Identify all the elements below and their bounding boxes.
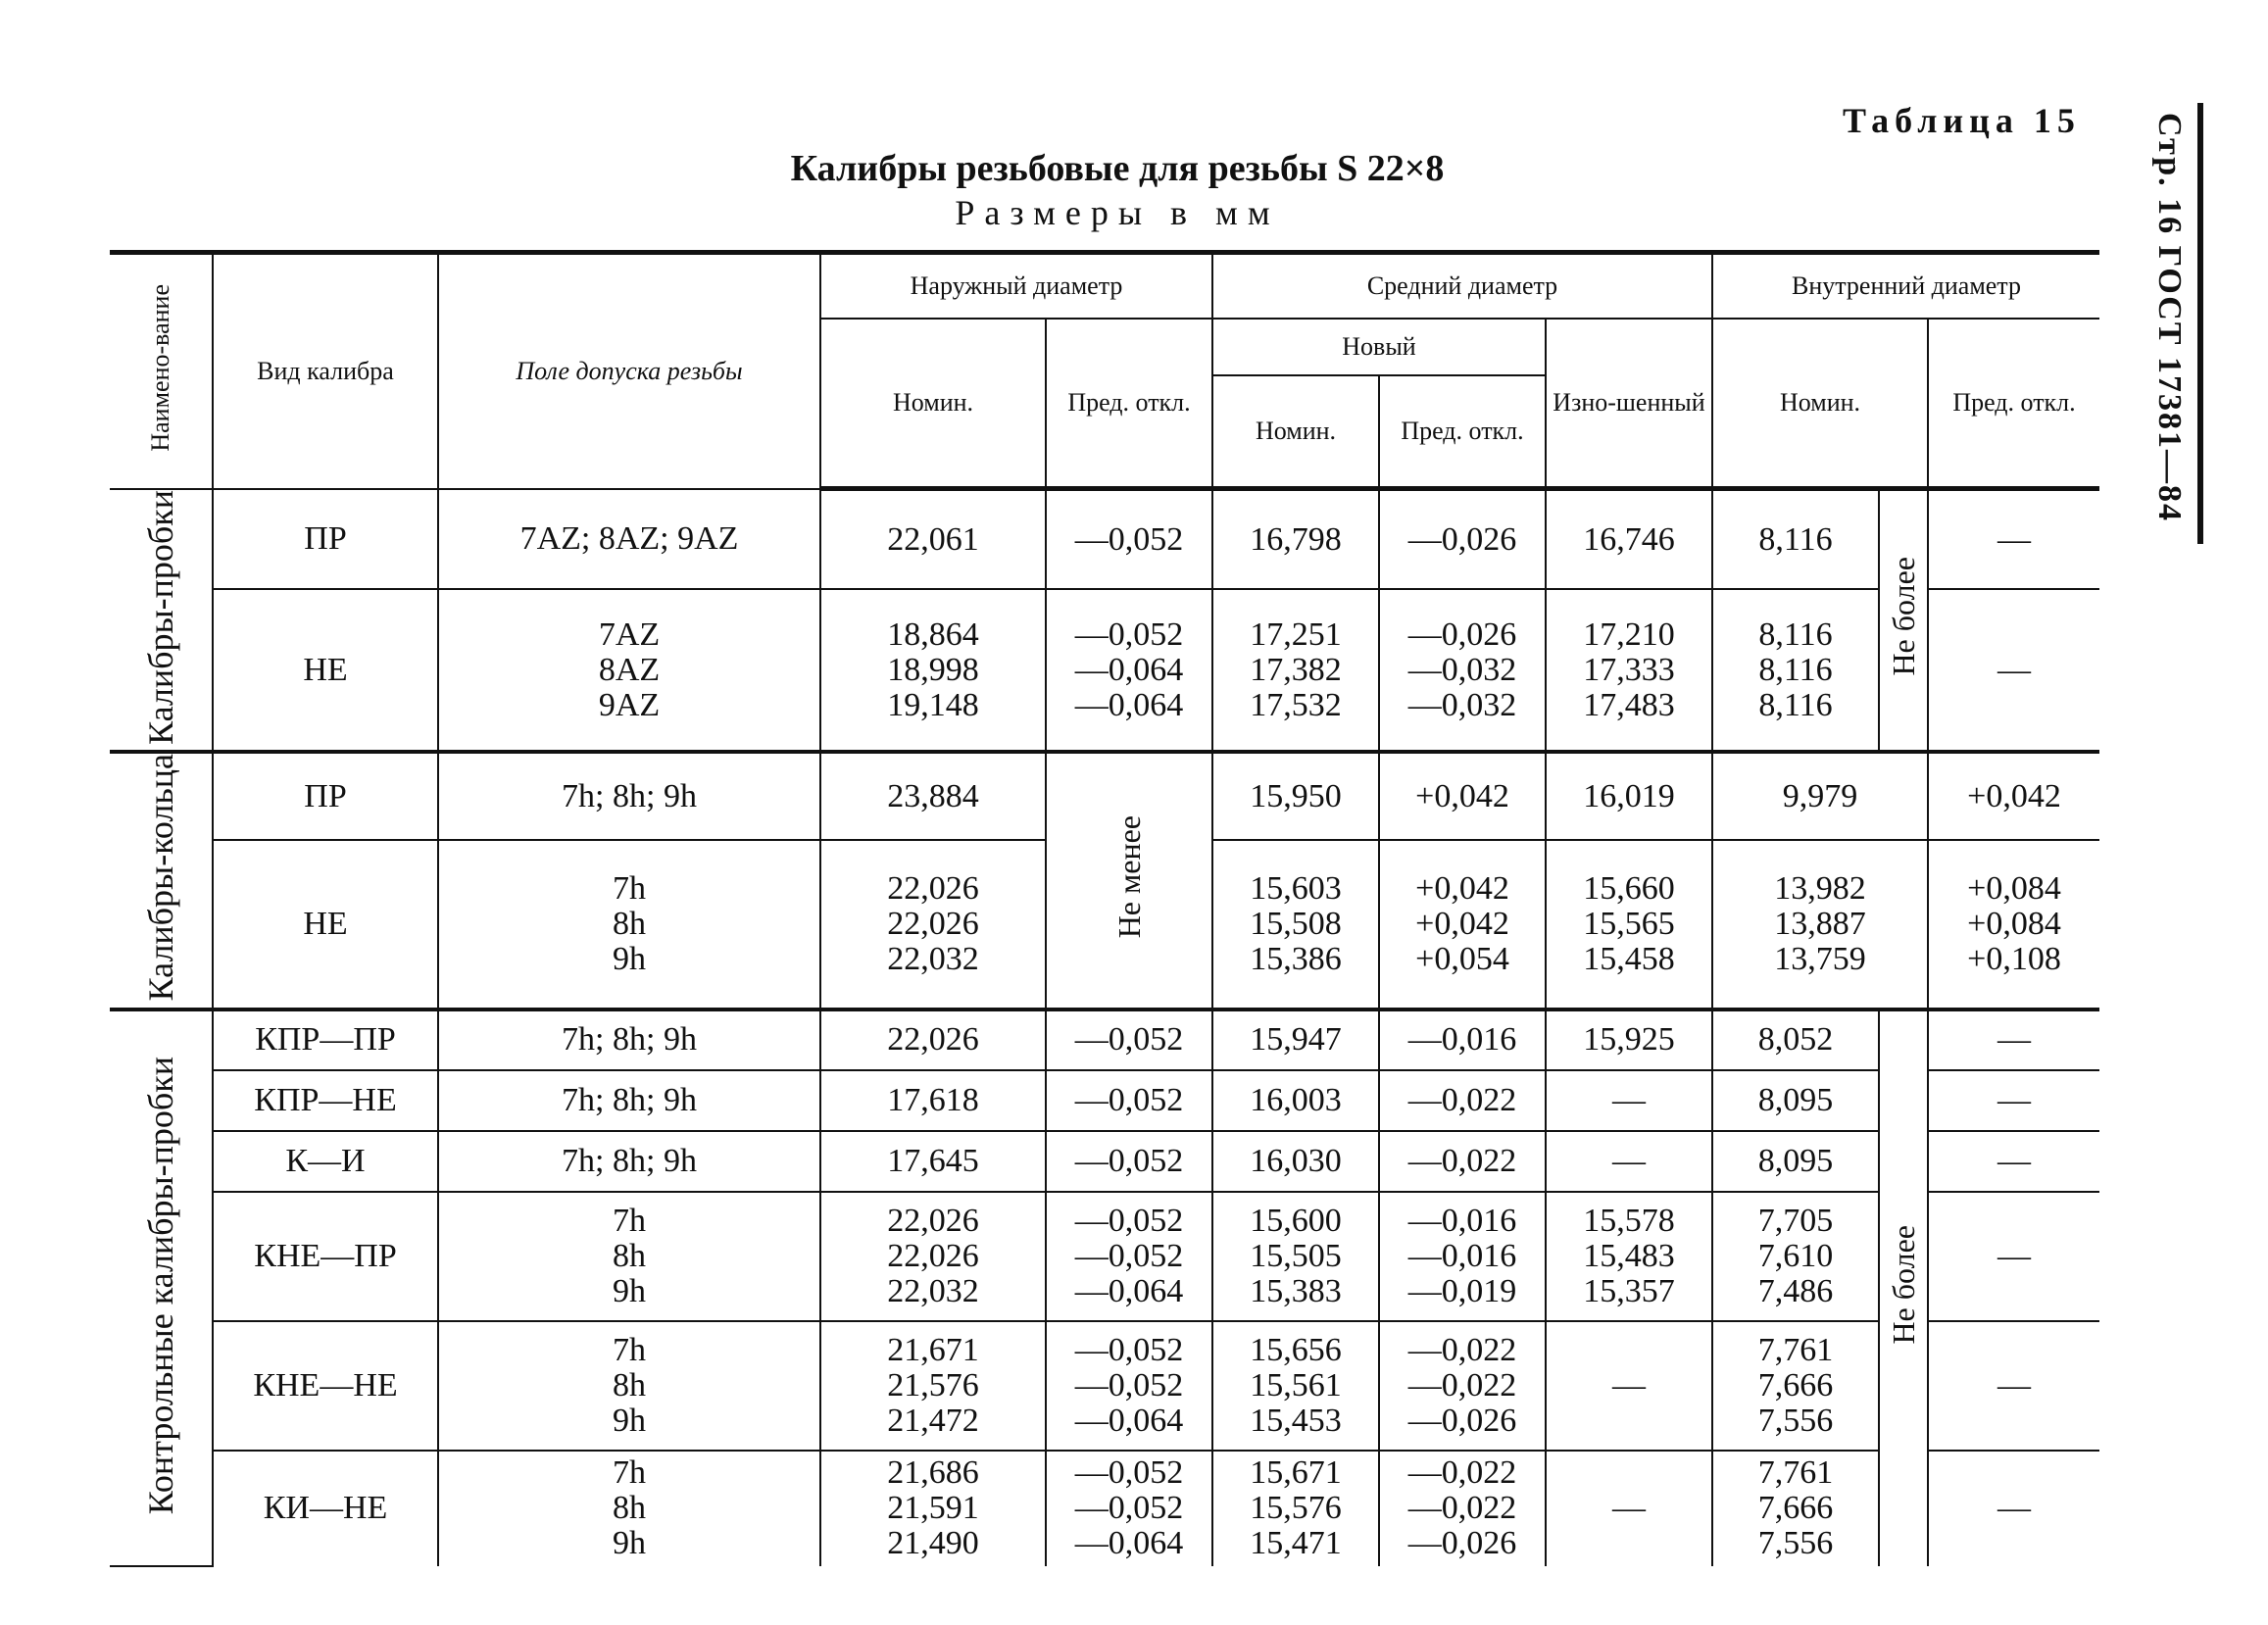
outer-nom-cell: 22,026 22,026 22,032	[820, 840, 1046, 1009]
gauge-kind: ПР	[213, 489, 438, 590]
inner-dev-cell: —	[1928, 1009, 2099, 1070]
gauge-kind: НЕ	[213, 589, 438, 752]
tolerance-cell: 7h 8h 9h	[438, 1451, 820, 1566]
inner-dev-cell: —	[1928, 1192, 2099, 1321]
col-middle-header: Средний диаметр	[1212, 253, 1712, 320]
table-row	[110, 589, 2099, 752]
middle-nom-header: Номин.	[1212, 375, 1379, 489]
gauge-kind: КПР—ПР	[213, 1009, 438, 1070]
table-row	[110, 1131, 2099, 1192]
gauge-kind: НЕ	[213, 840, 438, 1009]
outer-dev-cell: —0,052	[1046, 1009, 1212, 1070]
table-row	[110, 752, 2099, 840]
mid-nom-cell: 15,671 15,576 15,471	[1212, 1451, 1379, 1566]
mid-dev-cell: —0,022	[1379, 1131, 1546, 1192]
inner-dev-cell: —	[1928, 1451, 2099, 1566]
col-tolerance-header: Поле допуска резьбы	[438, 253, 820, 489]
tolerance-cell: 7h 8h 9h	[438, 1192, 820, 1321]
tolerance-cell: 7h 8h 9h	[438, 1321, 820, 1451]
table-header	[110, 253, 2099, 489]
note-not-more: Не более	[1879, 1009, 1928, 1566]
mid-dev-cell: —0,016 —0,016 —0,019	[1379, 1192, 1546, 1321]
inner-nom-cell: 8,052	[1712, 1009, 1879, 1070]
inner-dev-cell: —	[1928, 1070, 2099, 1131]
outer-dev-cell: —0,052	[1046, 1131, 1212, 1192]
inner-dev-cell: —	[1928, 1321, 2099, 1451]
page-side-header	[2146, 103, 2203, 544]
group-name: Калибры-пробки	[110, 489, 213, 753]
mid-dev-cell: —0,022 —0,022 —0,026	[1379, 1451, 1546, 1566]
gauge-kind: КНЕ—ПР	[213, 1192, 438, 1321]
outer-dev-cell: —0,052 —0,052 —0,064	[1046, 1192, 1212, 1321]
outer-nom-cell: 17,618	[820, 1070, 1046, 1131]
group-name: Контрольные калибры-пробки	[110, 1009, 213, 1566]
page-side-header-text: Стр. 16 ГОСТ 17381—84	[2151, 113, 2188, 523]
inner-nom-cell: 7,761 7,666 7,556	[1712, 1321, 1879, 1451]
inner-dev-cell: —	[1928, 1131, 2099, 1192]
mid-dev-cell: —0,022 —0,022 —0,026	[1379, 1321, 1546, 1451]
inner-nom-cell: 8,116	[1712, 489, 1879, 590]
mid-dev-cell: —0,022	[1379, 1070, 1546, 1131]
worn-cell: 16,019	[1546, 752, 1712, 840]
gauge-kind: ПР	[213, 752, 438, 840]
inner-nom-cell: 8,095	[1712, 1131, 1879, 1192]
table-row	[110, 1009, 2099, 1070]
inner-nom-header: Номин.	[1712, 319, 1928, 489]
table-row	[110, 1321, 2099, 1451]
table-body	[110, 489, 2099, 1566]
inner-nom-cell: 7,761 7,666 7,556	[1712, 1451, 1879, 1566]
tolerance-cell: 7h; 8h; 9h	[438, 1070, 820, 1131]
mid-dev-cell: —0,026 —0,032 —0,032	[1379, 589, 1546, 752]
tolerance-cell: 7h 8h 9h	[438, 840, 820, 1009]
middle-new-header: Новый	[1212, 319, 1546, 375]
outer-dev-header: Пред. откл.	[1046, 319, 1212, 489]
mid-nom-cell: 15,656 15,561 15,453	[1212, 1321, 1379, 1451]
outer-nom-cell: 23,884	[820, 752, 1046, 840]
outer-dev-cell: —0,052 —0,052 —0,064	[1046, 1321, 1212, 1451]
inner-nom-cell: 9,979	[1712, 752, 1928, 840]
inner-dev-header: Пред. откл.	[1928, 319, 2099, 489]
tolerance-cell: 7h; 8h; 9h	[438, 1131, 820, 1192]
worn-cell: 15,660 15,565 15,458	[1546, 840, 1712, 1009]
note-not-more: Не более	[1879, 489, 1928, 753]
worn-cell: 15,578 15,483 15,357	[1546, 1192, 1712, 1321]
outer-nom-cell: 21,686 21,591 21,490	[820, 1451, 1046, 1566]
inner-nom-cell: 8,095	[1712, 1070, 1879, 1131]
outer-dev-cell: —0,052 —0,064 —0,064	[1046, 589, 1212, 752]
worn-cell: —	[1546, 1070, 1712, 1131]
mid-nom-cell: 16,030	[1212, 1131, 1379, 1192]
mid-dev-cell: —0,016	[1379, 1009, 1546, 1070]
col-kind-header: Вид калибра	[213, 253, 438, 489]
outer-dev-cell: —0,052	[1046, 1070, 1212, 1131]
mid-nom-cell: 16,003	[1212, 1070, 1379, 1131]
outer-dev-cell: —0,052	[1046, 489, 1212, 590]
group-name: Калибры-кольца	[110, 752, 213, 1009]
inner-dev-cell: +0,084 +0,084 +0,108	[1928, 840, 2099, 1009]
tolerance-cell: 7AZ; 8AZ; 9AZ	[438, 489, 820, 590]
outer-nom-cell: 21,671 21,576 21,472	[820, 1321, 1046, 1451]
mid-dev-cell: +0,042 +0,042 +0,054	[1379, 840, 1546, 1009]
worn-cell: 17,210 17,333 17,483	[1546, 589, 1712, 752]
table-row	[110, 1192, 2099, 1321]
col-outer-header: Наружный диаметр	[820, 253, 1212, 320]
inner-dev-cell: —	[1928, 589, 2099, 752]
outer-nom-cell: 17,645	[820, 1131, 1046, 1192]
mid-nom-cell: 15,947	[1212, 1009, 1379, 1070]
mid-nom-cell: 15,603 15,508 15,386	[1212, 840, 1379, 1009]
outer-nom-cell: 18,864 18,998 19,148	[820, 589, 1046, 752]
outer-nom-cell: 22,026	[820, 1009, 1046, 1070]
mid-dev-cell: +0,042	[1379, 752, 1546, 840]
mid-nom-cell: 17,251 17,382 17,532	[1212, 589, 1379, 752]
worn-cell: 16,746	[1546, 489, 1712, 590]
worn-cell: —	[1546, 1131, 1712, 1192]
table-units: Размеры в мм	[955, 193, 1280, 232]
gauge-kind: КИ—НЕ	[213, 1451, 438, 1566]
outer-nom-cell: 22,061	[820, 489, 1046, 590]
table-number: Таблица 15	[1843, 101, 2081, 140]
worn-cell: —	[1546, 1321, 1712, 1451]
mid-dev-cell: —0,026	[1379, 489, 1546, 590]
mid-nom-cell: 16,798	[1212, 489, 1379, 590]
inner-nom-cell: 13,982 13,887 13,759	[1712, 840, 1928, 1009]
middle-worn-header: Изно-шенный	[1546, 319, 1712, 489]
worn-cell: —	[1546, 1451, 1712, 1566]
inner-dev-cell: —	[1928, 489, 2099, 590]
outer-dev-cell: —0,052 —0,052 —0,064	[1046, 1451, 1212, 1566]
mid-nom-cell: 15,950	[1212, 752, 1379, 840]
table-title: Калибры резьбовые для резьбы S 22×8	[790, 148, 1445, 189]
outer-nom-cell: 22,026 22,026 22,032	[820, 1192, 1046, 1321]
table-row	[110, 1451, 2099, 1566]
worn-cell: 15,925	[1546, 1009, 1712, 1070]
inner-nom-cell: 7,705 7,610 7,486	[1712, 1192, 1879, 1321]
gauge-kind: К—И	[213, 1131, 438, 1192]
inner-nom-cell: 8,116 8,116 8,116	[1712, 589, 1879, 752]
table-row	[110, 489, 2099, 590]
col-name-header: Наимено-вание	[110, 253, 213, 489]
gauge-table	[110, 250, 2099, 1567]
mid-nom-cell: 15,600 15,505 15,383	[1212, 1192, 1379, 1321]
middle-dev-header: Пред. откл.	[1379, 375, 1546, 489]
tolerance-cell: 7h; 8h; 9h	[438, 1009, 820, 1070]
col-inner-header: Внутренний диаметр	[1712, 253, 2099, 320]
gauge-kind: КПР—НЕ	[213, 1070, 438, 1131]
table-row	[110, 1070, 2099, 1131]
gauge-kind: КНЕ—НЕ	[213, 1321, 438, 1451]
inner-dev-cell: +0,042	[1928, 752, 2099, 840]
tolerance-cell: 7AZ 8AZ 9AZ	[438, 589, 820, 752]
note-not-less: Не менее	[1046, 752, 1212, 1009]
outer-nom-header: Номин.	[820, 319, 1046, 489]
tolerance-cell: 7h; 8h; 9h	[438, 752, 820, 840]
